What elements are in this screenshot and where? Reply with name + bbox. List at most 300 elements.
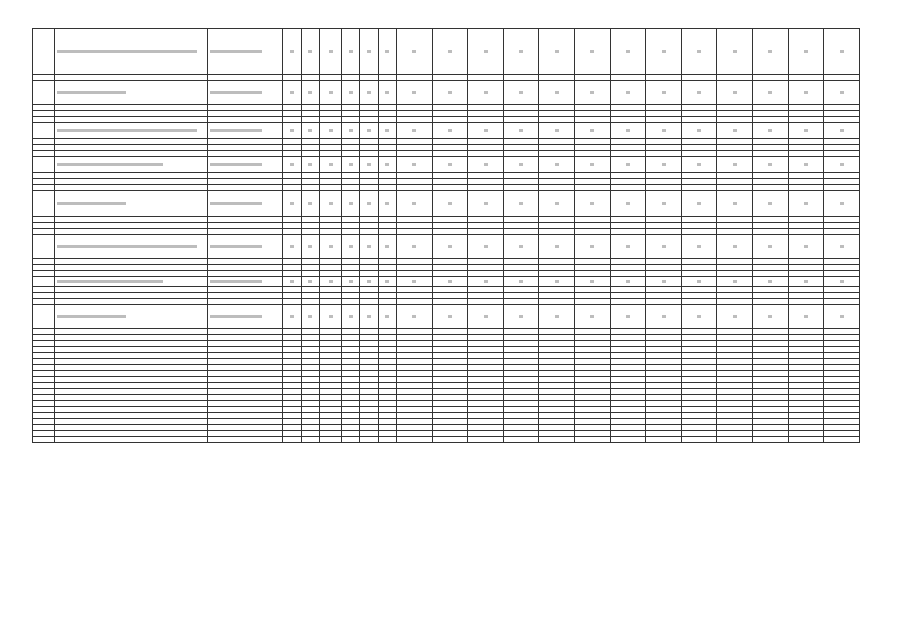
table-cell <box>788 191 824 217</box>
table-cell <box>207 81 282 105</box>
table-cell <box>301 277 319 287</box>
placeholder-mark <box>210 202 262 205</box>
placeholder-mark <box>385 245 389 248</box>
table-cell <box>397 157 433 173</box>
placeholder-mark <box>290 280 294 283</box>
table-cell <box>646 29 682 75</box>
placeholder-mark <box>626 202 630 205</box>
table-cell <box>717 123 753 139</box>
table-cell <box>753 437 789 443</box>
placeholder-mark <box>412 280 416 283</box>
placeholder-mark <box>555 202 559 205</box>
table-cell <box>283 29 301 75</box>
table-cell <box>55 191 208 217</box>
table-cell <box>539 123 575 139</box>
table-cell <box>283 191 301 217</box>
table-cell <box>360 305 378 329</box>
table-cell <box>610 305 646 329</box>
placeholder-mark <box>290 129 294 132</box>
placeholder-mark <box>555 315 559 318</box>
table-cell <box>717 157 753 173</box>
placeholder-mark <box>519 315 523 318</box>
table-cell <box>432 191 468 217</box>
placeholder-mark <box>412 163 416 166</box>
table-cell <box>610 277 646 287</box>
table-cell <box>319 191 341 217</box>
table-cell <box>397 123 433 139</box>
table-cell <box>360 277 378 287</box>
placeholder-mark <box>626 129 630 132</box>
table-cell <box>468 191 504 217</box>
placeholder-mark <box>448 245 452 248</box>
placeholder-mark <box>349 315 353 318</box>
table-cell <box>342 235 360 259</box>
table-cell <box>360 81 378 105</box>
table-cell <box>610 81 646 105</box>
placeholder-mark <box>768 280 772 283</box>
placeholder-mark <box>697 50 701 53</box>
table-row <box>33 123 860 139</box>
table-cell <box>342 305 360 329</box>
table-cell <box>575 305 611 329</box>
table-cell <box>681 235 717 259</box>
placeholder-mark <box>804 280 808 283</box>
table-cell <box>432 437 468 443</box>
placeholder-mark <box>308 129 312 132</box>
table-cell <box>319 123 341 139</box>
table-cell <box>207 305 282 329</box>
table-cell <box>33 437 55 443</box>
table-cell <box>610 437 646 443</box>
placeholder-mark <box>57 163 163 166</box>
table-cell <box>301 29 319 75</box>
placeholder-mark <box>308 50 312 53</box>
placeholder-mark <box>555 245 559 248</box>
table-cell <box>301 305 319 329</box>
table-cell <box>301 191 319 217</box>
table-row <box>33 157 860 173</box>
table-cell <box>575 437 611 443</box>
table-cell <box>378 123 396 139</box>
placeholder-mark <box>448 163 452 166</box>
placeholder-mark <box>385 129 389 132</box>
table-cell <box>283 277 301 287</box>
table-row <box>33 191 860 217</box>
table-cell <box>788 123 824 139</box>
table-cell <box>503 81 539 105</box>
placeholder-mark <box>555 163 559 166</box>
table-cell <box>681 277 717 287</box>
table-cell <box>824 437 860 443</box>
placeholder-mark <box>768 315 772 318</box>
table-cell <box>646 191 682 217</box>
placeholder-mark <box>590 91 594 94</box>
table-cell <box>397 29 433 75</box>
table-cell <box>788 277 824 287</box>
table-cell <box>717 81 753 105</box>
table-cell <box>575 235 611 259</box>
placeholder-mark <box>290 245 294 248</box>
table-cell <box>342 123 360 139</box>
table-cell <box>646 235 682 259</box>
table-cell <box>33 305 55 329</box>
placeholder-mark <box>840 50 844 53</box>
table-cell <box>646 157 682 173</box>
placeholder-mark <box>367 129 371 132</box>
table-cell <box>55 305 208 329</box>
table-row <box>33 29 860 75</box>
table-cell <box>610 235 646 259</box>
placeholder-mark <box>210 163 262 166</box>
placeholder-mark <box>412 129 416 132</box>
table-cell <box>432 305 468 329</box>
placeholder-mark <box>804 245 808 248</box>
table-cell <box>33 277 55 287</box>
table-cell <box>301 81 319 105</box>
table-cell <box>753 277 789 287</box>
table-row <box>33 81 860 105</box>
table-cell <box>468 277 504 287</box>
placeholder-mark <box>733 50 737 53</box>
placeholder-mark <box>210 91 262 94</box>
program-table <box>32 28 860 443</box>
placeholder-mark <box>385 50 389 53</box>
placeholder-mark <box>329 163 333 166</box>
placeholder-mark <box>590 129 594 132</box>
placeholder-mark <box>590 245 594 248</box>
table-cell <box>503 305 539 329</box>
table-cell <box>539 157 575 173</box>
table-cell <box>503 29 539 75</box>
placeholder-mark <box>590 315 594 318</box>
table-cell <box>378 305 396 329</box>
placeholder-mark <box>662 245 666 248</box>
placeholder-mark <box>519 202 523 205</box>
table-cell <box>360 191 378 217</box>
table-cell <box>788 305 824 329</box>
placeholder-mark <box>412 315 416 318</box>
placeholder-mark <box>367 315 371 318</box>
placeholder-mark <box>519 245 523 248</box>
table-cell <box>283 235 301 259</box>
table-cell <box>342 191 360 217</box>
table-cell <box>319 235 341 259</box>
placeholder-mark <box>484 315 488 318</box>
placeholder-mark <box>804 50 808 53</box>
table-cell <box>468 157 504 173</box>
placeholder-mark <box>626 163 630 166</box>
table-cell <box>468 29 504 75</box>
placeholder-mark <box>662 315 666 318</box>
table-cell <box>432 123 468 139</box>
table-row <box>33 277 860 287</box>
table-cell <box>33 157 55 173</box>
placeholder-mark <box>733 91 737 94</box>
placeholder-mark <box>484 163 488 166</box>
table-cell <box>610 191 646 217</box>
placeholder-mark <box>367 280 371 283</box>
table-cell <box>717 277 753 287</box>
table-cell <box>283 305 301 329</box>
placeholder-mark <box>733 129 737 132</box>
table-cell <box>283 437 301 443</box>
placeholder-mark <box>768 202 772 205</box>
table-cell <box>468 235 504 259</box>
table-cell <box>360 437 378 443</box>
table-cell <box>55 81 208 105</box>
placeholder-mark <box>733 315 737 318</box>
placeholder-mark <box>768 163 772 166</box>
placeholder-mark <box>349 245 353 248</box>
placeholder-mark <box>329 245 333 248</box>
placeholder-mark <box>412 245 416 248</box>
table-cell <box>432 29 468 75</box>
table-cell <box>788 235 824 259</box>
table-cell <box>397 305 433 329</box>
placeholder-mark <box>555 280 559 283</box>
table-cell <box>503 191 539 217</box>
table-cell <box>575 29 611 75</box>
placeholder-mark <box>804 163 808 166</box>
table-cell <box>753 305 789 329</box>
table-cell <box>646 277 682 287</box>
placeholder-mark <box>308 315 312 318</box>
placeholder-mark <box>385 315 389 318</box>
placeholder-mark <box>448 50 452 53</box>
placeholder-mark <box>555 91 559 94</box>
table-cell <box>378 437 396 443</box>
table-cell <box>503 437 539 443</box>
table-cell <box>283 81 301 105</box>
table-cell <box>301 437 319 443</box>
placeholder-mark <box>290 202 294 205</box>
placeholder-mark <box>519 129 523 132</box>
table-cell <box>378 81 396 105</box>
table-cell <box>503 157 539 173</box>
table-cell <box>207 157 282 173</box>
placeholder-mark <box>349 129 353 132</box>
placeholder-mark <box>290 163 294 166</box>
placeholder-mark <box>329 315 333 318</box>
placeholder-mark <box>210 280 262 283</box>
placeholder-mark <box>626 315 630 318</box>
placeholder-mark <box>697 202 701 205</box>
table-cell <box>575 191 611 217</box>
placeholder-mark <box>840 245 844 248</box>
table-cell <box>301 157 319 173</box>
table-cell <box>33 191 55 217</box>
placeholder-mark <box>385 202 389 205</box>
placeholder-mark <box>412 202 416 205</box>
placeholder-mark <box>626 91 630 94</box>
placeholder-mark <box>57 202 125 205</box>
table-cell <box>824 123 860 139</box>
table-cell <box>301 123 319 139</box>
placeholder-mark <box>840 280 844 283</box>
table-row <box>33 305 860 329</box>
placeholder-mark <box>349 50 353 53</box>
placeholder-mark <box>840 163 844 166</box>
placeholder-mark <box>367 245 371 248</box>
table-cell <box>360 157 378 173</box>
table-cell <box>378 191 396 217</box>
table-cell <box>207 235 282 259</box>
table-cell <box>575 123 611 139</box>
placeholder-mark <box>662 129 666 132</box>
placeholder-mark <box>329 280 333 283</box>
table-cell <box>432 81 468 105</box>
table-cell <box>378 235 396 259</box>
table-cell <box>610 157 646 173</box>
placeholder-mark <box>733 245 737 248</box>
placeholder-mark <box>590 50 594 53</box>
placeholder-mark <box>768 91 772 94</box>
table-cell <box>397 277 433 287</box>
placeholder-mark <box>484 91 488 94</box>
table-cell <box>824 81 860 105</box>
table-cell <box>575 81 611 105</box>
table-cell <box>753 123 789 139</box>
table-cell <box>342 437 360 443</box>
placeholder-mark <box>367 50 371 53</box>
placeholder-mark <box>210 245 262 248</box>
table-cell <box>207 191 282 217</box>
table-cell <box>342 277 360 287</box>
placeholder-mark <box>840 315 844 318</box>
table-cell <box>539 277 575 287</box>
placeholder-mark <box>385 91 389 94</box>
table-cell <box>503 123 539 139</box>
placeholder-mark <box>308 280 312 283</box>
table-cell <box>360 123 378 139</box>
placeholder-mark <box>484 280 488 283</box>
placeholder-mark <box>57 315 125 318</box>
placeholder-mark <box>385 280 389 283</box>
placeholder-mark <box>804 202 808 205</box>
placeholder-mark <box>697 315 701 318</box>
table-cell <box>681 29 717 75</box>
table-cell <box>788 81 824 105</box>
table-cell <box>681 81 717 105</box>
placeholder-mark <box>329 202 333 205</box>
placeholder-mark <box>697 91 701 94</box>
table-cell <box>55 123 208 139</box>
table-cell <box>717 29 753 75</box>
table-cell <box>681 123 717 139</box>
placeholder-mark <box>367 91 371 94</box>
table-cell <box>397 235 433 259</box>
placeholder-mark <box>385 163 389 166</box>
placeholder-mark <box>308 245 312 248</box>
table-cell <box>468 123 504 139</box>
placeholder-mark <box>662 163 666 166</box>
placeholder-mark <box>57 280 163 283</box>
placeholder-mark <box>484 245 488 248</box>
table-cell <box>539 235 575 259</box>
placeholder-mark <box>697 129 701 132</box>
table-cell <box>681 305 717 329</box>
placeholder-mark <box>626 50 630 53</box>
placeholder-mark <box>349 91 353 94</box>
table-cell <box>646 81 682 105</box>
placeholder-mark <box>840 91 844 94</box>
table-cell <box>468 305 504 329</box>
placeholder-mark <box>290 315 294 318</box>
placeholder-mark <box>349 163 353 166</box>
table-cell <box>681 157 717 173</box>
table-cell <box>207 29 282 75</box>
placeholder-mark <box>329 91 333 94</box>
table-cell <box>824 191 860 217</box>
placeholder-mark <box>484 129 488 132</box>
table-cell <box>753 81 789 105</box>
placeholder-mark <box>590 280 594 283</box>
table-cell <box>432 277 468 287</box>
table-cell <box>468 81 504 105</box>
table-cell <box>788 157 824 173</box>
table-cell <box>717 191 753 217</box>
table-cell <box>610 29 646 75</box>
placeholder-mark <box>697 245 701 248</box>
table-cell <box>360 235 378 259</box>
table-cell <box>342 29 360 75</box>
table-cell <box>717 437 753 443</box>
table-cell <box>319 305 341 329</box>
table-cell <box>824 277 860 287</box>
placeholder-mark <box>555 50 559 53</box>
table-cell <box>33 29 55 75</box>
placeholder-mark <box>308 163 312 166</box>
placeholder-mark <box>484 50 488 53</box>
placeholder-mark <box>519 163 523 166</box>
table-cell <box>753 29 789 75</box>
table-cell <box>33 123 55 139</box>
placeholder-mark <box>626 245 630 248</box>
placeholder-mark <box>697 280 701 283</box>
table-cell <box>681 191 717 217</box>
placeholder-mark <box>555 129 559 132</box>
table-cell <box>575 157 611 173</box>
table-cell <box>342 157 360 173</box>
table-cell <box>753 191 789 217</box>
table-cell <box>646 305 682 329</box>
placeholder-mark <box>290 91 294 94</box>
table-cell <box>319 277 341 287</box>
table-cell <box>824 29 860 75</box>
placeholder-mark <box>519 91 523 94</box>
table-cell <box>378 29 396 75</box>
table-cell <box>55 277 208 287</box>
table-cell <box>539 81 575 105</box>
table-cell <box>539 305 575 329</box>
table-cell <box>432 235 468 259</box>
table-cell <box>207 277 282 287</box>
table-cell <box>646 123 682 139</box>
placeholder-mark <box>662 91 666 94</box>
table-cell <box>824 305 860 329</box>
table-cell <box>468 437 504 443</box>
table-cell <box>681 437 717 443</box>
table-cell <box>646 437 682 443</box>
placeholder-mark <box>308 91 312 94</box>
table-cell <box>319 81 341 105</box>
placeholder-mark <box>349 280 353 283</box>
table-cell <box>55 437 208 443</box>
placeholder-mark <box>662 280 666 283</box>
table-cell <box>342 81 360 105</box>
placeholder-mark <box>768 50 772 53</box>
table-cell <box>753 235 789 259</box>
